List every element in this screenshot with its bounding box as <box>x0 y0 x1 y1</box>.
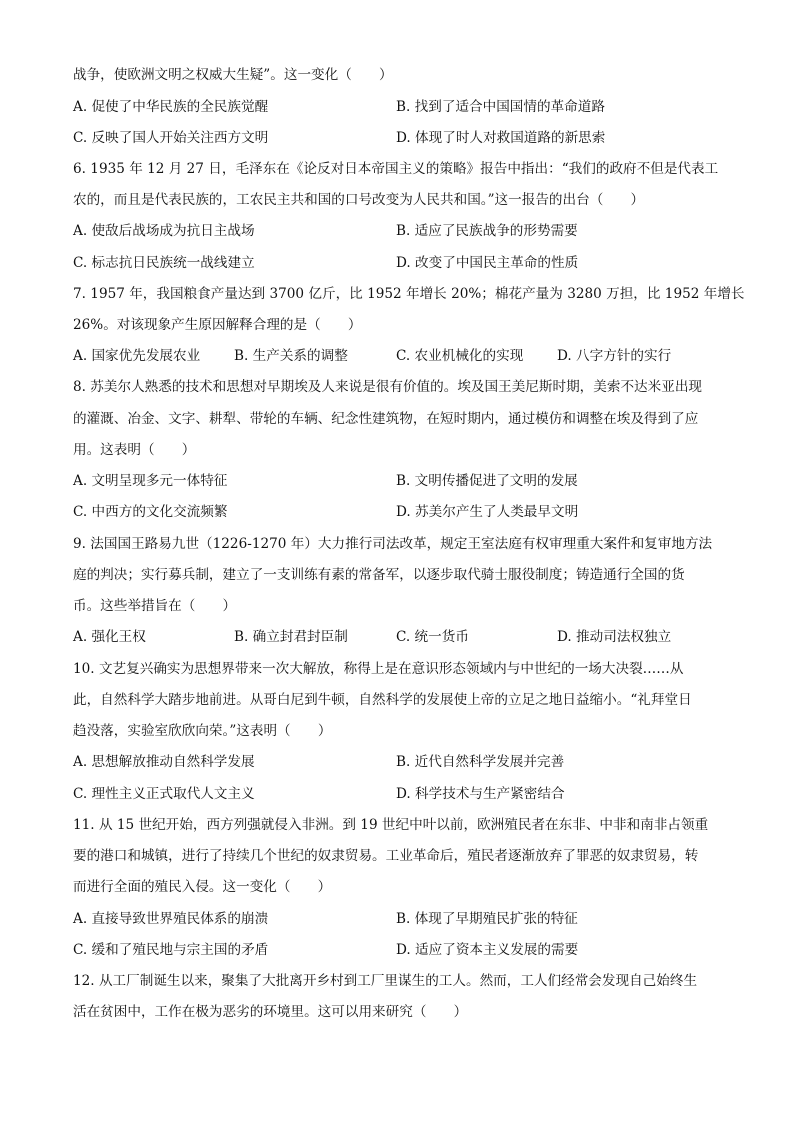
q11-option-d: D. 适应了资本主义发展的需要 <box>396 942 579 958</box>
q6-stem-line-1: 6. 1935 年 12 月 27 日，毛泽东在《论反对日本帝国主义的策略》报告中指出：“我们的政府不但是代表工 <box>73 161 719 177</box>
q9-stem-line-2: 庭的判决；实行募兵制，建立了一支训练有素的常备军，以逐步取代骑士服役制度；铸造通行全国的货 <box>73 567 685 583</box>
q9-stem-line-1: 9. 法国国王路易九世（1226-1270 年）大力推行司法改革，规定王室法庭有权审理重大案件和复审地方法 <box>73 536 713 552</box>
q11-option-a: A. 直接导致世界殖民体系的崩溃 <box>73 911 269 927</box>
q9-option-c: C. 统一货币 <box>396 629 469 645</box>
q7-option-c: C. 农业机械化的实现 <box>396 348 524 364</box>
q8-stem-line-2: 的灌溉、冶金、文字、耕犁、带轮的车辆、纪念性建筑物，在短时期内，通过模仿和调整在埃及得到了应 <box>73 411 699 427</box>
q11-stem-line-1: 11. 从 15 世纪开始，西方列强就侵入非洲。到 19 世纪中叶以前，欧洲殖民者在东非、中非和南非占领重 <box>73 817 709 833</box>
q9-stem-line-3: 币。这些举措旨在（ ） <box>73 598 237 614</box>
q10-option-d: D. 科学技术与生产紧密结合 <box>396 786 565 802</box>
q6-option-b: B. 适应了民族战争的形势需要 <box>396 223 578 239</box>
q7-stem-line-1: 7. 1957 年，我国粮食产量达到 3700 亿斤，比 1952 年增长 20%；棉花产量为 3280 万担，比 1952 年增长 <box>73 286 745 302</box>
q8-option-d: D. 苏美尔产生了人类最早文明 <box>396 504 579 520</box>
q8-stem-line-3: 用。这表明（ ） <box>73 442 196 458</box>
q10-option-c: C. 理性主义正式取代人文主义 <box>73 786 255 802</box>
q10-option-a: A. 思想解放推动自然科学发展 <box>73 754 255 770</box>
q5-option-b: B. 找到了适合中国国情的革命道路 <box>396 99 605 115</box>
q6-stem-line-2: 农的，而且是代表民族的，工农民主共和国的口号改变为人民共和国。”这一报告的出台（ ） <box>73 192 645 208</box>
q8-stem-line-1: 8. 苏美尔人熟悉的技术和思想对早期埃及人来说是很有价值的。埃及国王美尼斯时期，美索不达米亚出现 <box>73 379 703 395</box>
q5-option-c: C. 反映了国人开始关注西方文明 <box>73 130 269 146</box>
q8-option-a: A. 文明呈现多元一体特征 <box>73 473 228 489</box>
q12-stem-line-1: 12. 从工厂制诞生以来，聚集了大批离开乡村到工厂里谋生的工人。然而，工人们经常会发现自己始终生 <box>73 973 698 989</box>
q11-option-c: C. 缓和了殖民地与宗主国的矛盾 <box>73 942 269 958</box>
q7-option-a: A. 国家优先发展农业 <box>73 348 201 364</box>
q5-stem-line-1: 战争，使欧洲文明之权威大生疑”。这一变化（ ） <box>73 67 393 83</box>
q8-option-c: C. 中西方的文化交流频繁 <box>73 504 228 520</box>
q8-option-b: B. 文明传播促进了文明的发展 <box>396 473 578 489</box>
q10-stem-line-1: 10. 文艺复兴确实为思想界带来一次大解放，称得上是在意识形态领域内与中世纪的一场大决裂……从 <box>73 661 684 677</box>
q9-option-d: D. 推动司法权独立 <box>557 629 672 645</box>
q12-stem-line-2: 活在贫困中，工作在极为恶劣的环境里。这可以用来研究（ ） <box>73 1004 468 1020</box>
q11-stem-line-3: 而进行全面的殖民入侵。这一变化（ ） <box>73 879 332 895</box>
q5-option-d: D. 体现了时人对救国道路的新思索 <box>396 130 606 146</box>
q7-stem-line-2: 26%。对该现象产生原因解释合理的是（ ） <box>73 317 362 333</box>
q11-option-b: B. 体现了早期殖民扩张的特征 <box>396 911 578 927</box>
q9-option-b: B. 确立封君封臣制 <box>234 629 348 645</box>
q7-option-d: D. 八字方针的实行 <box>557 348 672 364</box>
q6-option-c: C. 标志抗日民族统一战线建立 <box>73 255 255 271</box>
q7-option-b: B. 生产关系的调整 <box>234 348 348 364</box>
q5-option-a: A. 促使了中华民族的全民族觉醒 <box>73 99 269 115</box>
q9-option-a: A. 强化王权 <box>73 629 146 645</box>
q11-stem-line-2: 要的港口和城镇，进行了持续几个世纪的奴隶贸易。工业革命后，殖民者逐渐放弃了罪恶的奴隶贸易，转 <box>73 848 699 864</box>
q6-option-a: A. 使敌后战场成为抗日主战场 <box>73 223 255 239</box>
q10-stem-line-2: 此，自然科学大踏步地前进。从哥白尼到牛顿，自然科学的发展使上帝的立足之地日益缩小。“礼拜堂日 <box>73 692 692 708</box>
q10-stem-line-3: 趋没落，实验室欣欣向荣。”这表明（ ） <box>73 723 332 739</box>
q6-option-d: D. 改变了中国民主革命的性质 <box>396 255 579 271</box>
q10-option-b: B. 近代自然科学发展并完善 <box>396 754 565 770</box>
